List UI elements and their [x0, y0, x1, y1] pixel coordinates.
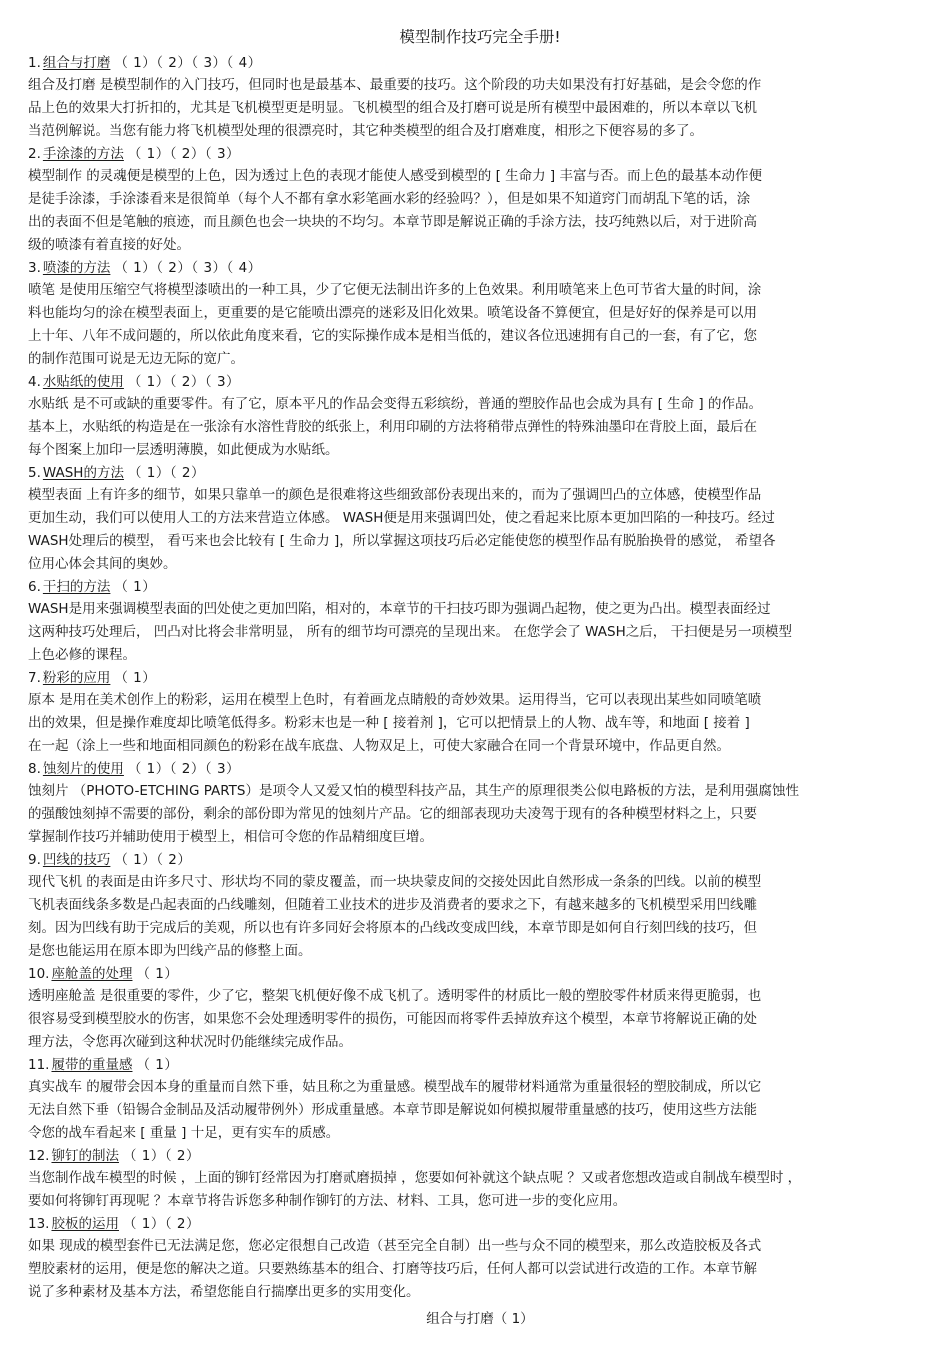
paragraph-line: 当您制作战车模型的时候 ，上面的铆钉经常因为打磨贰磨损掉 ，您要如何补就这个缺点呢 ？又或者您想改造或自制战车模型时 ，: [28, 1170, 802, 1186]
section-heading: [28, 849, 932, 871]
paragraph-line: 很容易受到模型胶水的伤害，如果您不会处理透明零件的损伤，可能因而将零件丢掉放弃这个模型，本章节将解说正确的处: [28, 1011, 757, 1027]
paragraph-line: 每个图案上加印一层透明薄膜，如此便成为水贴纸。: [28, 442, 339, 458]
section-heading: [28, 371, 932, 393]
section-parts-links[interactable]: （ 1）: [114, 579, 157, 595]
paragraph-line: 出的效果，但是操作难度却比喷笔低得多。粉彩末也是一种 [ 接着剂 ]，它可以把情景上的人物、战车等，和地面 [ 接着 ]: [28, 715, 750, 731]
next-section-heading: 组合与打磨（ 1）: [426, 1311, 534, 1327]
paragraph-line: 这两种技巧处理后， 凹凸对比将会非常明显， 所有的细节均可漂亮的呈现出来。 在您学会了 WASH之后， 干扫便是另一项模型: [28, 624, 793, 640]
section-title-link[interactable]: 座舱盖的处理: [51, 966, 133, 982]
paragraph-line: 真实战车 的履带会因本身的重量而自然下垂，姑且称之为重量感。模型战车的履带材料通常为重量很轻的塑胶制成，所以它: [28, 1079, 762, 1095]
paragraph-line: 无法自然下垂（铅锡合金制品及活动履带例外）形成重量感。本章节即是解说如何模拟履带重量感的技巧，使用这些方法能: [28, 1102, 757, 1118]
section-title-link[interactable]: 蚀刻片的使用: [42, 761, 124, 777]
section-parts-links[interactable]: （ 1）（ 2）（ 3）（ 4）: [114, 260, 262, 276]
section-title-link[interactable]: 凹线的技巧: [42, 852, 111, 868]
section-heading: [28, 963, 932, 985]
section-heading: [28, 576, 932, 598]
paragraph-line: 刻。因为凹线有助于完成后的美观，所以也有许多同好会将原本的凸线改变成凹线，本章节即是如何自行刻凹线的技巧，但: [28, 920, 757, 936]
paragraph-line: 飞机表面线条多数是凸起表面的凸线雕刻，但随着工业技术的进步及消费者的要求之下，有越来越多的飞机模型采用凹线雕: [28, 897, 757, 913]
section: [28, 52, 932, 143]
paragraph-line: 原本 是用在美术创作上的粉彩，运用在模型上色时，有着画龙点睛般的奇妙效果。运用得当，它可以表现出某些如同喷笔喷: [28, 692, 762, 708]
section: [28, 143, 932, 257]
sections-container: [28, 52, 932, 1304]
paragraph-line: 的制作范围可说是无边无际的宽广。: [28, 351, 244, 367]
paragraph-line: 令您的战车看起来 [ 重量 ] 十足，更有实车的质感。: [28, 1125, 340, 1141]
paragraph-line: 蚀刻片 （PHOTO-ETCHING PARTS）是项令人又爱又怕的模型科技产品，其生产的原理很类公似电路板的方法，是利用强腐蚀性: [28, 783, 799, 799]
paragraph-line: 料也能均匀的涂在模型表面上，更重要的是它能喷出漂亮的迷彩及旧化效果。喷笔设备不算便宜，但是好好的保养是可以用: [28, 305, 757, 321]
section-parts-links[interactable]: （ 1）: [136, 1057, 179, 1073]
section-number: 5.: [28, 465, 41, 481]
section-title-link[interactable]: 铆钉的制法: [51, 1148, 119, 1164]
section-heading: [28, 667, 932, 689]
section-parts-links[interactable]: （ 1）（ 2）: [122, 1216, 200, 1232]
section-parts-links[interactable]: （ 1）（ 2）（ 3）: [127, 146, 241, 162]
paragraph-line: 在一起（涂上一些和地面相同颜色的粉彩在战车底盘、人物双足上，可使大家融合在同一个背景环境中，作品更自然。: [28, 738, 730, 754]
section-heading: [28, 462, 932, 484]
section-heading: [28, 257, 932, 279]
section-heading: [28, 1145, 932, 1167]
section-parts-links[interactable]: （ 1）（ 2）: [127, 465, 205, 481]
section-number: 10.: [28, 966, 50, 982]
section: [28, 371, 932, 462]
section: [28, 1213, 932, 1304]
section-heading: [28, 1054, 932, 1076]
paragraph-line: 现代飞机 的表面是由许多尺寸、形状均不同的蒙皮覆盖，而一块块蒙皮间的交接处因此自然形成一条条的凹线。以前的模型: [28, 874, 762, 890]
paragraph-line: 说了多种素材及基本方法，希望您能自行揣摩出更多的实用变化。: [28, 1284, 420, 1300]
section: [28, 257, 932, 371]
paragraph-line: 上色必修的课程。: [28, 647, 136, 663]
paragraph-line: 要如何将铆钉再现呢 ？本章节将告诉您多种制作铆钉的方法、材料、工具，您可进一步的变化应用。: [28, 1193, 627, 1209]
section: [28, 1054, 932, 1145]
section: [28, 758, 932, 849]
section-title-link[interactable]: 手涂漆的方法: [42, 146, 124, 162]
section-title-link[interactable]: 组合与打磨: [42, 55, 111, 71]
paragraph-line: 上十年、八年不成问题的，所以依此角度来看，它的实际操作成本是相当低的，建议各位迅速拥有自己的一套，有了它，您: [28, 328, 757, 344]
section-number: 1.: [28, 55, 41, 71]
section-number: 12.: [28, 1148, 50, 1164]
section: [28, 462, 932, 576]
paragraph-line: WASH处理后的模型， 看丐来也会比较有 [ 生命力 ]，所以掌握这项技巧后必定能使您的模型作品有脱胎换骨的感觉， 希望各: [28, 533, 776, 549]
paragraph-line: 出的表面不但是笔触的痕迹，而且颜色也会一块块的不均匀。本章节即是解说正确的手涂方法，技巧纯熟以后，对于进阶高: [28, 214, 757, 230]
section: [28, 849, 932, 963]
paragraph-line: 透明座舱盖 是很重要的零件，少了它，整架飞机便好像不成飞机了。透明零件的材质比一般的塑胶零件材质来得更脆弱，也: [28, 988, 762, 1004]
section-number: 6.: [28, 579, 41, 595]
section-title-link[interactable]: 胶板的运用: [51, 1216, 119, 1232]
paragraph-line: 如果 现成的模型套件已无法满足您，您必定很想自己改造（甚至完全自制）出一些与众不同的模型来，那么改造胶板及各式: [28, 1238, 762, 1254]
paragraph-line: 掌握制作技巧并辅助使用于模型上，相信可令您的作品精细度巨增。: [28, 829, 433, 845]
paragraph-line: 位用心体会其间的奥妙。: [28, 556, 177, 572]
paragraph-line: 当范例解说。当您有能力将飞机模型处理的很漂亮时，其它种类模型的组合及打磨难度，相形之下便容易的多了。: [28, 123, 703, 139]
paragraph-line: 是您也能运用在原本即为凹线产品的修整上面。: [28, 943, 312, 959]
section-number: 11.: [28, 1057, 50, 1073]
paragraph-line: 的强酸蚀刻掉不需要的部份，剩余的部份即为常见的蚀刻片产品。它的细部表现功夫凌驾于现有的各种模型材料之上，只要: [28, 806, 757, 822]
section: [28, 667, 932, 758]
section-heading: [28, 143, 932, 165]
section-number: 8.: [28, 761, 41, 777]
section-parts-links[interactable]: （ 1）: [136, 966, 179, 982]
section-parts-links[interactable]: （ 1）（ 2）（ 3）（ 4）: [114, 55, 262, 71]
section-title-link[interactable]: 水贴纸的使用: [42, 374, 124, 390]
section-parts-links[interactable]: （ 1）（ 2）: [122, 1148, 200, 1164]
section-number: 2.: [28, 146, 41, 162]
section-number: 7.: [28, 670, 41, 686]
section-title-link[interactable]: 喷漆的方法: [42, 260, 111, 276]
section-number: 13.: [28, 1216, 50, 1232]
section-parts-links[interactable]: （ 1）（ 2）（ 3）: [127, 374, 241, 390]
paragraph-line: 级的喷漆有着直接的好处。: [28, 237, 190, 253]
section-title-link[interactable]: 粉彩的应用: [42, 670, 111, 686]
section-title-link[interactable]: 履带的重量感: [51, 1057, 133, 1073]
paragraph-line: WASH是用来强调模型表面的凹处使之更加凹陷，相对的，本章节的干扫技巧即为强调凸起物，使之更为凸出。模型表面经过: [28, 601, 771, 617]
paragraph-line: 水贴纸 是不可或缺的重要零件。有了它，原本平凡的作品会变得五彩缤纷，普通的塑胶作品也会成为具有 [ 生命 ] 的作品。: [28, 396, 762, 412]
paragraph-line: 模型制作 的灵魂便是模型的上色，因为透过上色的表现才能使人感受到模型的 [ 生命力 ] 丰富与否。而上色的最基本动作便: [28, 168, 762, 184]
paragraph-line: 模型表面 上有许多的细节，如果只靠单一的颜色是很难将这些细致部份表现出来的，而为了强调凹凸的立体感，使模型作品: [28, 487, 762, 503]
section-number: 3.: [28, 260, 41, 276]
section: [28, 1145, 932, 1213]
paragraph-line: 喷笔 是使用压缩空气将模型漆喷出的一种工具，少了它便无法制出许多的上色效果。利用喷笔来上色可节省大量的时间，涂: [28, 282, 762, 298]
section: [28, 963, 932, 1054]
section-number: 9.: [28, 852, 41, 868]
section-number: 4.: [28, 374, 41, 390]
section-title-link[interactable]: 干扫的方法: [42, 579, 111, 595]
paragraph-line: 组合及打磨 是模型制作的入门技巧，但同时也是最基本、最重要的技巧。这个阶段的功夫如果没有打好基础，是会令您的作: [28, 77, 762, 93]
paragraph-line: 塑胶素材的运用，便是您的解决之道。只要熟练基本的组合、打磨等技巧后，任何人都可以尝试进行改造的工作。本章节解: [28, 1261, 757, 1277]
section: [28, 576, 932, 667]
section-heading: [28, 1213, 932, 1235]
paragraph-line: 基本上，水贴纸的构造是在一张涂有水溶性背胶的纸张上，利用印刷的方法将稍带点弹性的特殊油墨印在背胶上面，最后在: [28, 419, 757, 435]
section-heading: [28, 758, 932, 780]
section-parts-links[interactable]: （ 1）: [114, 670, 157, 686]
section-heading: [28, 52, 932, 74]
paragraph-line: 是徒手涂漆，手涂漆看来是很简单（每个人不都有拿水彩笔画水彩的经验吗？），但是如果不知道窍门而胡乱下笔的话，涂: [28, 191, 751, 207]
paragraph-line: 更加生动，我们可以使用人工的方法来营造立体感。 WASH便是用来强调凹处，使之看起来比原本更加凹陷的一种技巧。经过: [28, 510, 775, 526]
paragraph-line: 品上色的效果大打折扣的，尤其是飞机模型更是明显。飞机模型的组合及打磨可说是所有模型中最困难的，所以本章以飞机: [28, 100, 757, 116]
section-parts-links[interactable]: （ 1）（ 2）: [114, 852, 192, 868]
document-title: 模型制作技巧完全手册!: [399, 28, 561, 46]
paragraph-line: 理方法，令您再次碰到这种状况时仍能继续完成作品。: [28, 1034, 352, 1050]
section-title-link[interactable]: WASH的方法: [42, 465, 124, 481]
section-parts-links[interactable]: （ 1）（ 2）（ 3）: [127, 761, 241, 777]
